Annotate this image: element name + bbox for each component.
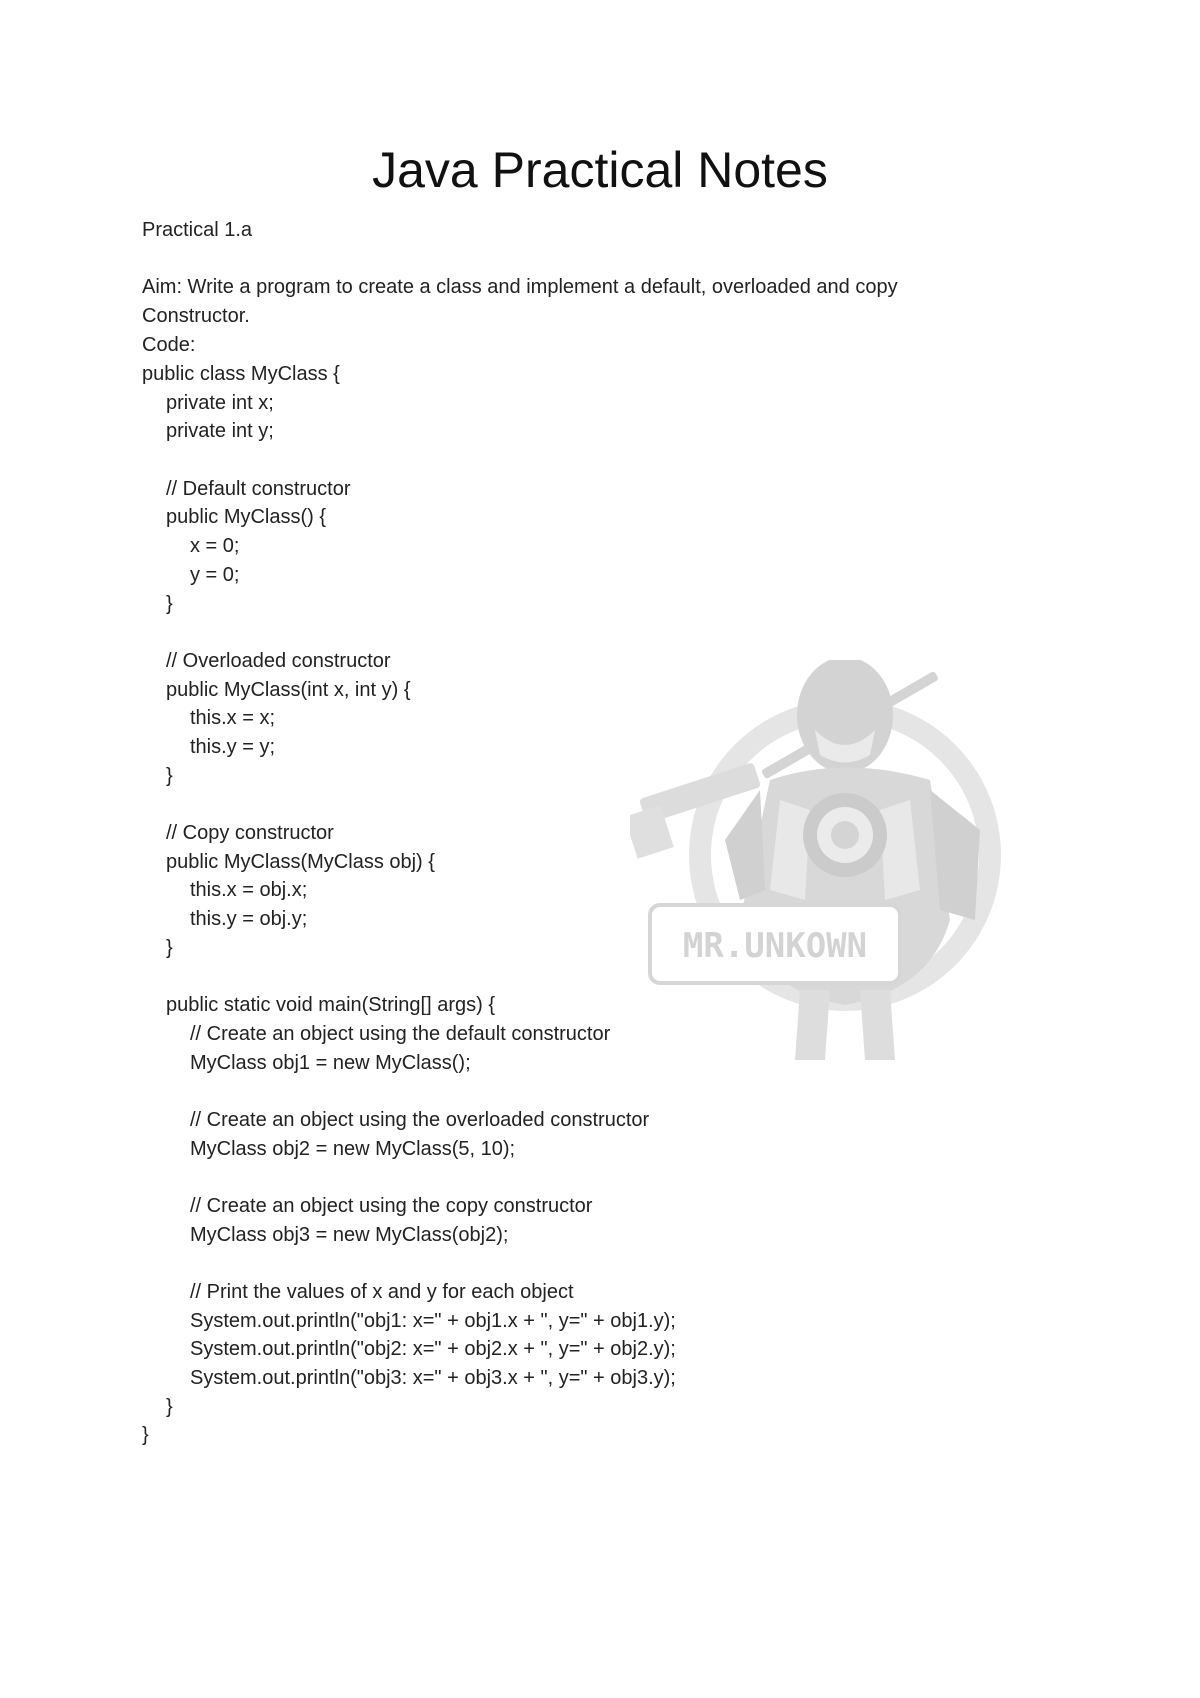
code-line: y = 0; xyxy=(190,563,240,586)
code-line: // Create an object using the overloaded constructor xyxy=(190,1108,650,1131)
mr-unkown-watermark-logo xyxy=(630,660,1070,1100)
code-line: } xyxy=(166,764,173,787)
code-line: public MyClass(int x, int y) { xyxy=(166,678,411,701)
aim-paragraph xyxy=(142,273,1002,331)
code-line: System.out.println("obj2: x=" + obj2.x + ", y=" + obj2.y); xyxy=(190,1338,676,1361)
code-line xyxy=(142,1249,676,1278)
code-line: // Create an object using the default constructor xyxy=(190,1022,611,1045)
code-line xyxy=(142,962,676,991)
code-line xyxy=(142,446,676,475)
code-line xyxy=(142,790,676,819)
code-line: } xyxy=(142,1424,149,1447)
watermark-logo-text: MR.UNKOWN xyxy=(682,926,868,966)
code-line: this.y = obj.y; xyxy=(190,908,308,931)
aim-line-1: Aim: Write a program to create a class and implement a default, overloaded and copy xyxy=(142,276,898,298)
code-line: MyClass obj1 = new MyClass(); xyxy=(190,1051,471,1074)
code-line: private int x; xyxy=(166,391,274,414)
code-line: public static void main(String[] args) { xyxy=(166,994,496,1017)
code-line: MyClass obj2 = new MyClass(5, 10); xyxy=(190,1137,516,1160)
code-line: // Overloaded constructor xyxy=(166,649,391,672)
code-line xyxy=(142,1077,676,1106)
code-line: private int y; xyxy=(166,420,274,443)
code-line xyxy=(142,618,676,647)
code-line: MyClass obj3 = new MyClass(obj2); xyxy=(190,1223,509,1246)
code-line: System.out.println("obj3: x=" + obj3.x + ", y=" + obj3.y); xyxy=(190,1367,676,1390)
code-line: } xyxy=(166,592,173,615)
code-line: this.x = x; xyxy=(190,707,276,730)
code-line: x = 0; xyxy=(190,535,240,558)
code-line: this.y = y; xyxy=(190,735,276,758)
aim-line-2: Constructor. xyxy=(142,305,250,327)
code-block xyxy=(142,360,676,1450)
code-line: } xyxy=(166,936,173,959)
code-line: public MyClass(MyClass obj) { xyxy=(166,850,435,873)
code-line: // Default constructor xyxy=(166,477,351,500)
code-line: this.x = obj.x; xyxy=(190,879,308,902)
code-line: public class MyClass { xyxy=(142,363,340,385)
practical-number: Practical 1.a xyxy=(142,219,253,241)
code-line: // Create an object using the copy constructor xyxy=(190,1194,593,1217)
code-line: // Print the values of x and y for each object xyxy=(190,1281,574,1303)
code-line xyxy=(142,1163,676,1192)
code-line: System.out.println("obj1: x=" + obj1.x + ", y=" + obj1.y); xyxy=(190,1309,676,1332)
code-label: Code: xyxy=(142,334,196,356)
code-line: } xyxy=(166,1395,173,1418)
code-line: public MyClass() { xyxy=(166,506,327,529)
page-title: Java Practical Notes xyxy=(372,142,828,198)
code-line: // Copy constructor xyxy=(166,822,334,844)
